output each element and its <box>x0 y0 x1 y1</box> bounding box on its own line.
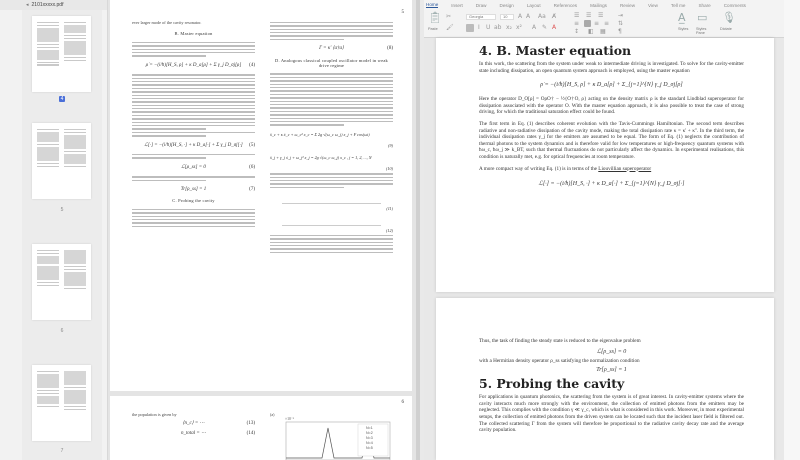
tab-draw[interactable]: Draw <box>475 2 487 8</box>
pdf-thumbnail-sidebar <box>0 0 108 460</box>
document-paragraph[interactable]: with a Hermitian density operator ρ_ss satisfying the normalization condition <box>479 357 640 364</box>
justify-icon[interactable]: ≡ <box>604 20 610 27</box>
shading-icon[interactable]: ◧ <box>588 28 594 35</box>
tab-references[interactable]: References <box>553 2 578 8</box>
pdf-filename: 2101xxxxx.pdf <box>31 2 64 8</box>
figure-label: (a) <box>270 412 275 417</box>
document-paragraph[interactable]: Thus, the task of finding the steady state is reduced to the eigenvalue problem <box>479 338 641 344</box>
format-painter-icon[interactable]: 🖌︎ <box>446 24 454 31</box>
subscript-icon[interactable]: x₂ <box>506 24 512 31</box>
dictate-label: Dictate <box>720 27 732 31</box>
share-button[interactable]: Share <box>698 2 711 8</box>
pdf-right-column <box>270 20 393 255</box>
align-right-icon[interactable]: ≡ <box>594 20 600 27</box>
pdf-paragraph: ever larger mode of the cavity resonator. <box>132 20 202 25</box>
thumbnail-page-number: 5 <box>60 207 64 213</box>
cut-icon[interactable]: ✂ <box>446 13 452 20</box>
pdf-equation: ⟨n_c⟩ = ⋯ (13) <box>182 421 255 427</box>
thumbnail-page[interactable] <box>32 244 91 320</box>
tab-home[interactable]: Home <box>426 2 439 7</box>
page-number: 6 <box>401 400 404 405</box>
document-heading: 5. Probing the cavity <box>479 376 625 392</box>
thumbnail-page-number: 4 <box>60 96 64 102</box>
superscript-icon[interactable]: x² <box>516 24 522 31</box>
indent-icon[interactable]: ⇥ <box>618 12 624 19</box>
page-number: 5 <box>401 10 404 15</box>
tab-design[interactable]: Design <box>499 2 514 8</box>
sort-icon[interactable]: ⇅ <box>618 20 624 27</box>
figure-legend: N=1 N=2 N=3 N=4 N=5 <box>366 426 373 450</box>
pdf-paragraph: the population is given by <box>132 412 177 417</box>
pdf-equation-number: (12) <box>386 227 393 233</box>
pdf-equation-number: (9) <box>388 143 393 149</box>
document-paragraph[interactable]: The first term in Eq. (1) describes coherent evolution with the Tavis-Cummings Hamiltonian. The second term describes radiative and non-radiative dissipation of the cavity mode, making the total dissipation rate κ = κ' + κ''. In the third term, the individual dissipation rates γ_j for the emitters are assumed to be equal. The form of Eq. (1) neglects the contribution of thermal photons to the system dynamics and is therefore valid for low temperatures or high-frequency quantum systems with ħω_c, ħω_j ≫ k_BT, such that thermal fluctuations do not particularly affect the dynamics. In experimental realisations, this condition is naturally met, e.g. for optical frequencies at room temperature. <box>479 120 744 160</box>
thumbnail-strip[interactable] <box>22 10 102 460</box>
document-paragraph[interactable]: Here the operator D_O[ρ] = OρO† − ½{O†O, ρ} acting on the density matrix ρ is the standard Lindblad superoperator for dissipation associated with the operator O. With the master equation approach, it is also possible to treat the case of strong driving, for which the traditional saturation effect could be found. <box>479 96 744 116</box>
ribbon-toolbar <box>424 11 784 37</box>
document-paragraph[interactable]: In this work, the scattering from the system under weak to intermediate driving is investigated. To solve for the cavity-emitter state including dissipation, an open quantum system approach is employed, using the master equation <box>479 61 744 74</box>
tab-layout[interactable]: Layout <box>526 2 541 8</box>
tell-me-search[interactable]: Tell me <box>670 2 686 8</box>
font-size-select[interactable]: 10 <box>500 14 514 20</box>
line-spacing-icon[interactable]: ↕ <box>574 28 580 35</box>
document-equation[interactable]: ρ̇ = −(i/ħ)[H_S, ρ] + κ D_a[ρ] + Σ_{j=1}^{N} γ_j D_σj[ρ] <box>540 82 683 89</box>
pdf-equation: ℒ[ρ_ss] = 0 (6) <box>181 164 255 170</box>
vertical-scrollbar[interactable] <box>784 0 800 460</box>
figure-axis-multiplier: ×10⁻³ <box>285 417 295 421</box>
numbering-icon[interactable]: ☰ <box>586 12 592 19</box>
pdf-equation: ẍ_c + κ ẋ_c + ω_c² x_c = Σ 2g √(ω_c ω_j) x_j + F cos(ωt) <box>270 131 370 137</box>
pdf-equation: Tr[ρ_ss] = 1 (7) <box>180 186 255 192</box>
pdf-left-column <box>132 412 255 440</box>
change-case-icon[interactable]: Aa <box>538 13 546 20</box>
tab-insert[interactable]: Insert <box>451 2 463 8</box>
shrink-font-icon[interactable]: A <box>526 13 531 20</box>
paste-icon[interactable]: 📋︎ <box>428 11 442 24</box>
pdf-page <box>110 396 412 460</box>
document-equation[interactable]: Tr[ρ_ss] = 1 <box>596 367 627 374</box>
document-heading: 4. B. Master equation <box>479 43 632 58</box>
thumbnail-page[interactable] <box>32 365 91 441</box>
word-page[interactable] <box>436 298 774 460</box>
font-color-icon[interactable]: A <box>552 24 557 31</box>
underlined-term: Liouvillian superoperator <box>598 165 652 172</box>
grow-font-icon[interactable]: A <box>518 13 523 20</box>
tab-review[interactable]: Review <box>619 2 636 8</box>
ribbon <box>424 0 784 38</box>
document-paragraph[interactable]: For applications in quantum photonics, the scattering from the system is of great interest. In cavity-emitter systems where the cavity interacts much more strongly with the environment, the collection of emitted photons from the emitters may be neglected. This complies with the condition γ ≪ γ_c, which is what is considered in this work. Moreover, in most experimental setups, the collection of emitted photons from the driven system can be located such that the incident laser field is filtered out. The collected scattering Γ from the system will therefore be proportional to the radiative cavity decay rate and the average cavity population. <box>479 394 744 434</box>
font-name-select[interactable]: Georgia <box>466 14 496 20</box>
pdf-equation: Γ = κ' ⟨a†a⟩ (8) <box>319 46 393 52</box>
figure-plot <box>282 418 394 460</box>
pdf-equation: n_total = ⋯ (14) <box>180 430 255 436</box>
tab-view[interactable]: View <box>648 2 658 8</box>
bullets-icon[interactable]: ☰ <box>574 12 580 19</box>
thumbnail-page[interactable] <box>32 123 91 199</box>
show-formatting-icon[interactable]: ¶ <box>618 28 622 35</box>
text-effects-icon[interactable]: A <box>532 24 537 31</box>
multilevel-list-icon[interactable]: ☰ <box>598 12 604 19</box>
word-window <box>424 0 800 460</box>
highlight-icon[interactable]: ✎ <box>542 24 548 31</box>
styles-pane-icon[interactable]: ▭ <box>697 11 708 24</box>
ribbon-tabs <box>424 0 784 10</box>
thumbnail-page-number: 7 <box>60 448 64 454</box>
pdf-left-column <box>132 20 255 229</box>
borders-icon[interactable]: ▦ <box>600 28 606 35</box>
pdf-file-header <box>0 0 107 10</box>
document-equation[interactable]: ℒ[ρ_ss] = 0 <box>596 348 627 355</box>
pdf-page <box>110 0 412 391</box>
strikethrough-icon[interactable]: ab <box>494 24 502 31</box>
thumbnail-page[interactable] <box>32 16 91 92</box>
italic-icon[interactable]: I <box>478 24 480 31</box>
paste-label: Paste <box>428 27 438 31</box>
styles-pane-label: Styles Pane <box>696 27 707 35</box>
styles-icon[interactable]: A̲ <box>678 11 686 24</box>
collapse-arrow-icon[interactable]: ◂ <box>26 2 29 8</box>
pdf-equation: ẍ_j + γ_j ẋ_j + ω_j² x_j = 2g √(ω_c ω_j) x_c , j = 1, 2, ..., N <box>270 154 372 160</box>
styles-label: Styles <box>678 27 689 31</box>
dictate-microphone-icon[interactable]: 🎙︎ <box>722 11 736 24</box>
align-center-button[interactable] <box>584 20 591 27</box>
pdf-section-heading: D. Analogous classical coupled oscillator model in weak drive regime <box>275 57 388 69</box>
thumbnail-page-number: 6 <box>60 328 64 334</box>
document-paragraph[interactable]: A more compact way of writing Eq. (1) is in terms of the Liouvillian superoperator <box>479 165 652 172</box>
pdf-equation: ρ̇ = −(i/ħ)[H_S, ρ] + κ D_a[ρ] + Σ γ_j D_σj[ρ] (4) <box>145 62 255 68</box>
word-page[interactable] <box>436 38 774 292</box>
underline-icon[interactable]: U <box>486 24 491 31</box>
align-left-icon[interactable]: ≡ <box>574 20 580 27</box>
tab-mailings[interactable]: Mailings <box>590 2 607 8</box>
pdf-section-heading: B. Master equation <box>174 31 213 37</box>
pdf-document-view[interactable] <box>108 0 420 460</box>
clear-format-icon[interactable]: A̸ <box>552 13 557 20</box>
pdf-section-heading: C. Probing the cavity <box>172 198 215 204</box>
bold-button[interactable] <box>466 24 474 32</box>
pdf-equation-number: (11) <box>386 206 393 212</box>
pdf-equation: ℒ[·] = −(i/ħ)[H_S, ·] + κ D_a[·] + Σ γ_j D_σj[·] (5) <box>144 142 255 148</box>
document-equation[interactable]: ℒ[·] = −(i/ħ)[H_S, ·] + κ D_a[·] + Σ_{j=1}^{N} γ_j D_σj[·] <box>538 181 685 188</box>
pdf-equation-number: (10) <box>386 165 393 171</box>
comments-button[interactable]: Comments <box>723 2 746 8</box>
